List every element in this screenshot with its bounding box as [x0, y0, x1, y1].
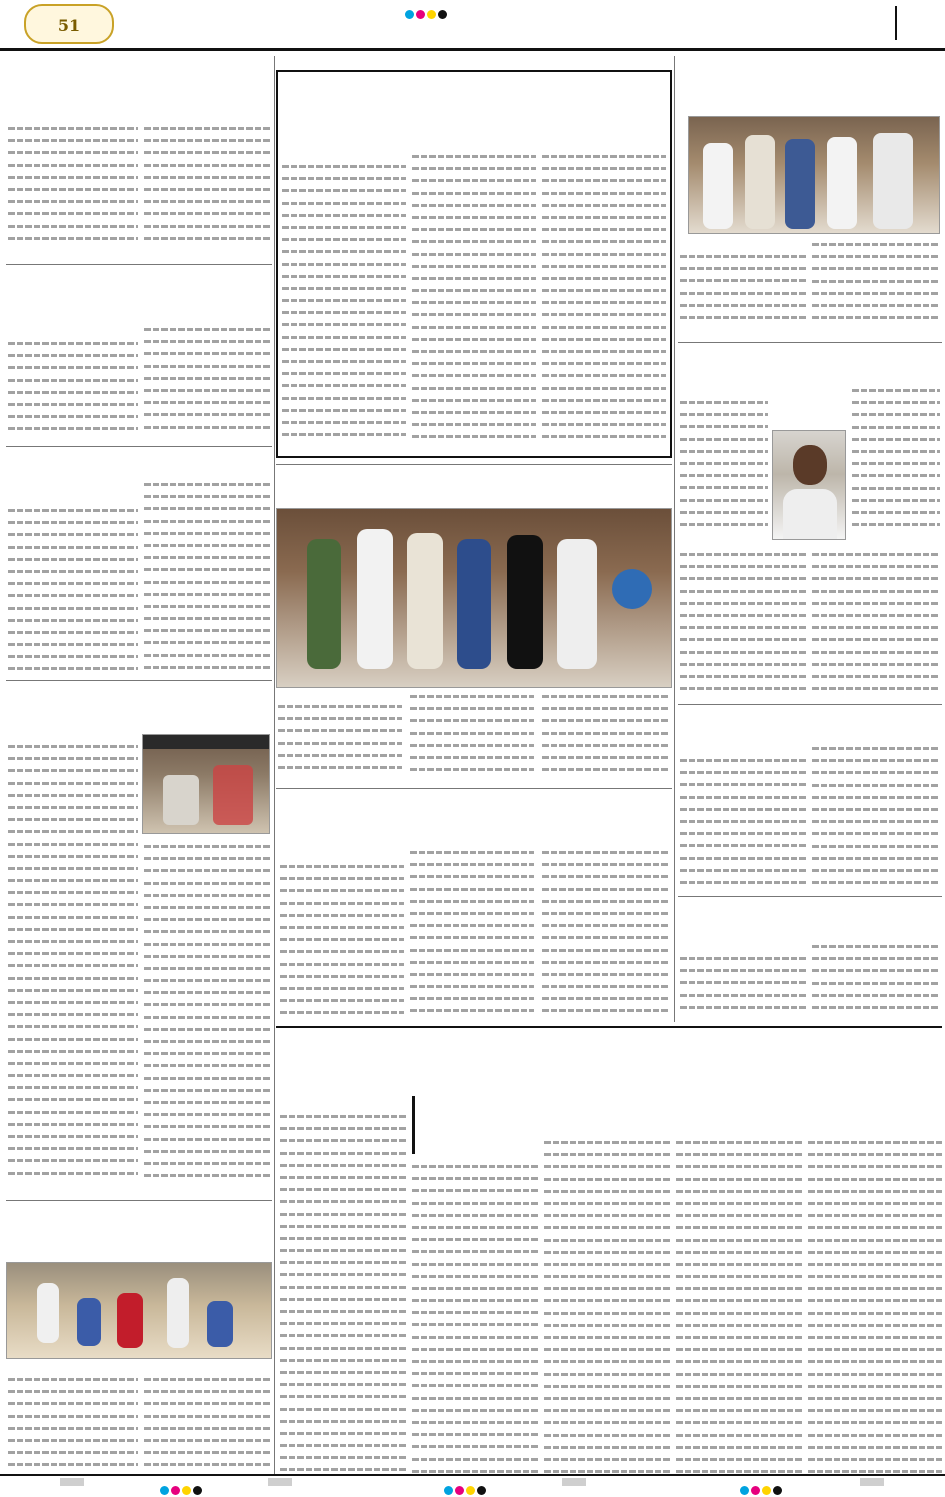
article-body [680, 250, 806, 334]
article-body [410, 690, 534, 784]
article-body [410, 846, 534, 1020]
registration-marks [160, 1480, 212, 1490]
article-body [8, 122, 138, 242]
highlight-box [412, 1096, 532, 1154]
article-rule [678, 342, 942, 343]
article-body [8, 1373, 138, 1473]
section-divider [895, 6, 897, 40]
column-rule [274, 56, 275, 1476]
article-body [8, 504, 138, 674]
print-mark [60, 1478, 84, 1486]
article-rule [6, 680, 272, 681]
registration-marks [405, 4, 457, 14]
article-body [144, 478, 272, 674]
print-mark [268, 1478, 292, 1486]
article-body [412, 1160, 538, 1478]
article-rule [6, 264, 272, 265]
article-rule [6, 1200, 272, 1201]
article-body [680, 754, 806, 892]
article-rule [678, 896, 942, 897]
article-body [280, 1110, 406, 1478]
article-rule [6, 446, 272, 447]
article-body [542, 690, 670, 784]
section-rule [276, 1026, 942, 1028]
inset-photo [142, 734, 270, 834]
article-body [812, 940, 940, 1022]
article-photo [688, 116, 940, 234]
article-body [282, 160, 406, 452]
footer-rule [0, 1474, 945, 1476]
logo-number: 51 [57, 16, 81, 35]
article-body [144, 122, 272, 242]
article-body [680, 548, 806, 698]
portrait-photo [772, 430, 846, 540]
article-body [542, 846, 670, 1020]
article-body [812, 238, 940, 334]
article-body [144, 840, 272, 1195]
article-rule [678, 704, 942, 705]
article-photo [6, 1262, 272, 1359]
column-rule [674, 56, 675, 1022]
article-body [280, 860, 404, 1020]
print-mark [860, 1478, 884, 1486]
article-body [542, 150, 666, 452]
article-body [544, 1136, 670, 1478]
article-body [8, 740, 138, 1195]
inset-photo-caption [143, 735, 269, 749]
print-mark [562, 1478, 586, 1486]
article-body [676, 1136, 802, 1478]
article-photo [276, 508, 672, 688]
article-rule [276, 464, 672, 465]
article-body [680, 952, 806, 1022]
article-body [278, 700, 402, 784]
newspaper-logo [24, 4, 114, 44]
registration-marks [444, 1480, 496, 1490]
article-body [144, 1373, 272, 1473]
article-body [852, 384, 940, 540]
article-body [808, 1136, 942, 1478]
article-rule [276, 788, 672, 789]
article-body [812, 742, 940, 892]
registration-marks [740, 1480, 792, 1490]
article-body [412, 150, 536, 452]
article-body [812, 548, 940, 698]
article-body [144, 323, 272, 443]
article-body [680, 396, 768, 540]
article-body [8, 337, 138, 443]
masthead-rule [0, 48, 945, 51]
